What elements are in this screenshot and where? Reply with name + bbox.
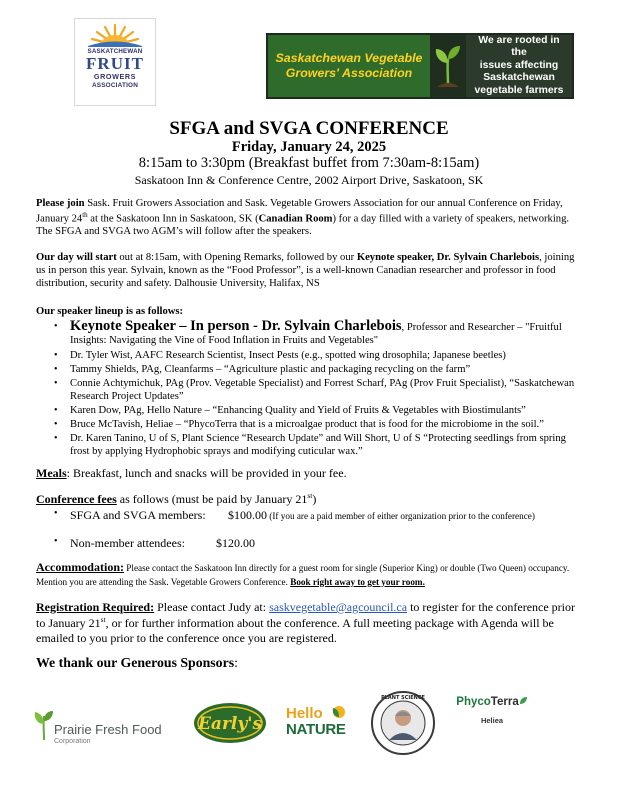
day-start-paragraph: [36, 252, 584, 291]
prairie-fresh-sub: Corporation: [54, 738, 91, 745]
phycoterra-sub: Heliea: [480, 715, 504, 725]
fees-heading: [36, 492, 316, 506]
keynote-heading: Keynote Speaker – In person - Dr. Sylvain Charlebois: [70, 318, 402, 334]
prairie-fresh-name: Prairie Fresh Food: [54, 722, 162, 737]
fees-sup: st: [307, 491, 313, 500]
fee-nonmember-label: Non-member attendees:: [70, 536, 185, 550]
hello-nature-logo: [286, 700, 356, 746]
leaf-icon: [34, 710, 54, 740]
accommodation-text: Please contact the Saskatoon Inn directly for a guest room for single (Superior King) or double (Two Queen) occupancy. Mention you are attending the Sask. Vegetable Growers Conference.: [36, 563, 570, 587]
list-item: [48, 405, 584, 418]
sfga-logo-line2: FRUIT: [86, 54, 144, 74]
start-text-a: out at 8:15am, with Opening Remarks, followed by our: [116, 252, 357, 263]
registration-text-c: , or for further information about the conference. A full meeting package with Agenda will be emailed to you prior to the conference once you are registered.: [36, 616, 554, 645]
conference-date: Friday, January 24, 2025: [231, 139, 387, 155]
prairie-fresh-logo: [34, 708, 162, 752]
registration-paragraph: [36, 600, 586, 646]
plant-science-text: PLANT SCIENCE: [381, 695, 425, 701]
svga-name-line1: Saskatchewan Vegetable: [275, 50, 423, 65]
speaker-text: Dr. Tyler Wist, AAFC Research Scientist, Insect Pests (e.g., spotted wing drosophila; Japanese beetles): [70, 349, 506, 361]
plant-science-logo: [370, 690, 436, 756]
registration-label: Registration Required:: [36, 600, 155, 614]
registration-text-b: to register for the conference prior to January 21: [36, 600, 575, 630]
join-sup: th: [82, 210, 88, 219]
fees-label: Conference fees: [36, 492, 117, 506]
sponsors-heading-colon: :: [234, 655, 238, 670]
sfga-logo: [74, 18, 156, 106]
speaker-list: [48, 318, 584, 460]
bullet-icon: •: [54, 433, 58, 445]
list-item: [48, 433, 584, 458]
sfga-logo-line1: SASKATCHEWAN: [87, 48, 143, 55]
join-text-c: ) for a day filled with a variety of speakers, networking. The SFGA and SVGA two AGM’s will follow after the speakers.: [36, 213, 570, 238]
registration-email-link[interactable]: saskvegetable@agcouncil.ca: [269, 600, 408, 614]
lineup-heading: Our speaker lineup is as follows:: [36, 306, 184, 317]
conference-time: 8:15am to 3:30pm (Breakfast buffet from 7:30am-8:15am): [138, 155, 480, 171]
phycoterra-logo: [452, 696, 532, 736]
svga-tagline-line3: Saskatchewan: [483, 72, 555, 84]
sponsors-heading-text: We thank our Generous Sponsors: [36, 655, 235, 670]
bullet-icon: •: [54, 363, 58, 375]
join-text-a: Sask. Fruit Growers Association and Sask. Vegetable Growers Association for our annual Conference on Friday, January 24: [36, 198, 563, 225]
phycoterra-brand-b: Terra: [490, 696, 519, 708]
bullet-icon: •: [54, 536, 58, 547]
fees-text-b: ): [312, 492, 317, 506]
svga-tagline-line4: vegetable farmers: [474, 84, 564, 96]
registration-text-a: Please contact Judy at:: [154, 600, 270, 614]
list-item: [48, 364, 584, 377]
start-lead: Our day will start: [36, 252, 117, 263]
svga-tagline-line1: We are rooted in the: [478, 34, 560, 59]
hello-nature-line2: NATURE: [286, 721, 346, 738]
meals-label: Meals: [36, 466, 67, 480]
svga-logo: [266, 33, 574, 99]
phycoterra-brand-a: Phyco: [456, 696, 491, 708]
svga-name: [268, 35, 430, 97]
bullet-icon: •: [54, 378, 58, 389]
bullet-icon: •: [54, 419, 58, 431]
join-lead: Please join: [36, 198, 85, 209]
svga-tagline: [466, 35, 572, 97]
fee-member-amount: $100.00: [228, 508, 267, 522]
plant-science-badge-icon: [370, 690, 436, 756]
meals-line: [36, 466, 347, 480]
list-item: [48, 350, 584, 363]
speaker-text: Tammy Shields, PAg, Cleanfarms – “Agriculture plastic and packaging recycling on the farm”: [70, 363, 471, 375]
list-item: [48, 318, 584, 348]
registration-sup: st: [100, 615, 106, 624]
bullet-icon: •: [54, 404, 58, 416]
room-name: Canadian Room: [258, 213, 333, 225]
sprout-icon: [430, 35, 466, 97]
fees-text-a: as follows (must be paid by January 21: [116, 492, 308, 506]
keynote-details: , Professor and Researcher – "Fruitful Insights: Navigating the Vine of Food Inflation in Fruits and Vegetables": [70, 322, 562, 347]
phycoterra-brand: [452, 696, 532, 710]
earlys-text: Early's: [197, 714, 263, 734]
start-text-b: , joining us in person this year. Sylvain, known as the “Food Professor”, is a well-known Canadian researcher and professor in food distribution, security and safety. Dalhousie University, Halifax, NS: [36, 252, 575, 289]
accommodation-cta: Book right away to get your room.: [290, 576, 425, 587]
speaker-text: Bruce McTavish, Heliae – “PhycoTerra that is a microalgae product that is food for the microbiome in the soil.”: [70, 419, 544, 431]
earlys-logo: [192, 700, 268, 746]
earlys-badge-icon: [192, 700, 268, 746]
sfga-logo-line3: GROWERS: [93, 72, 137, 82]
speaker-text: Connie Achtymichuk, PAg (Prov. Vegetable Specialist) and Forrest Scharf, PAg (Prov Fruit Specialist), “Saskatchewan Research Project Updates”: [70, 378, 575, 402]
sponsors-heading: [36, 655, 238, 671]
bullet-icon: •: [54, 321, 58, 332]
sfga-logo-line4: ASSOCIATION: [91, 81, 139, 89]
svga-tagline-line2: issues affecting: [479, 59, 559, 71]
sun-leaf-icon: [330, 703, 348, 721]
accommodation-label: Accommodation:: [36, 560, 124, 574]
fee-member-label: SFGA and SVGA members:: [70, 508, 206, 522]
accommodation-paragraph: [36, 560, 584, 588]
fee-member-amount-wrap: [228, 508, 535, 522]
fee-member-note: (If you are a paid member of either organization prior to the conference): [267, 511, 535, 521]
conference-venue: Saskatoon Inn & Conference Centre, 2002 Airport Drive, Saskatoon, SK: [134, 173, 484, 187]
keynote-name: Keynote speaker, Dr. Sylvain Charlebois: [356, 252, 540, 263]
speaker-text: Karen Dow, PAg, Hello Nature – “Enhancing Quality and Yield of Fruits & Vegetables with Biostimulants”: [70, 404, 526, 416]
conference-title: SFGA and SVGA CONFERENCE: [169, 118, 449, 139]
list-item: [48, 378, 584, 403]
speaker-text: Dr. Karen Tanino, U of S, Plant Science “Research Update” and Will Short, U of S “Protecting seedlings from spring frost by applying Hydrophobic sprays and modifying cuticular wax.”: [70, 433, 566, 458]
meals-text: : Breakfast, lunch and snacks will be provided in your fee.: [66, 466, 347, 480]
bullet-icon: •: [54, 349, 58, 361]
hello-nature-line1: Hello: [286, 705, 323, 722]
join-text-b: at the Saskatoon Inn in Saskatoon, SK (: [87, 213, 259, 225]
svga-name-line2: Growers' Association: [285, 66, 413, 80]
fee-nonmember-amount: $120.00: [216, 536, 255, 550]
leaf-icon: [519, 696, 528, 705]
sunrise-icon: [88, 23, 142, 47]
bullet-icon: •: [54, 508, 58, 519]
intro-paragraph: [36, 198, 584, 239]
list-item: [48, 419, 584, 432]
